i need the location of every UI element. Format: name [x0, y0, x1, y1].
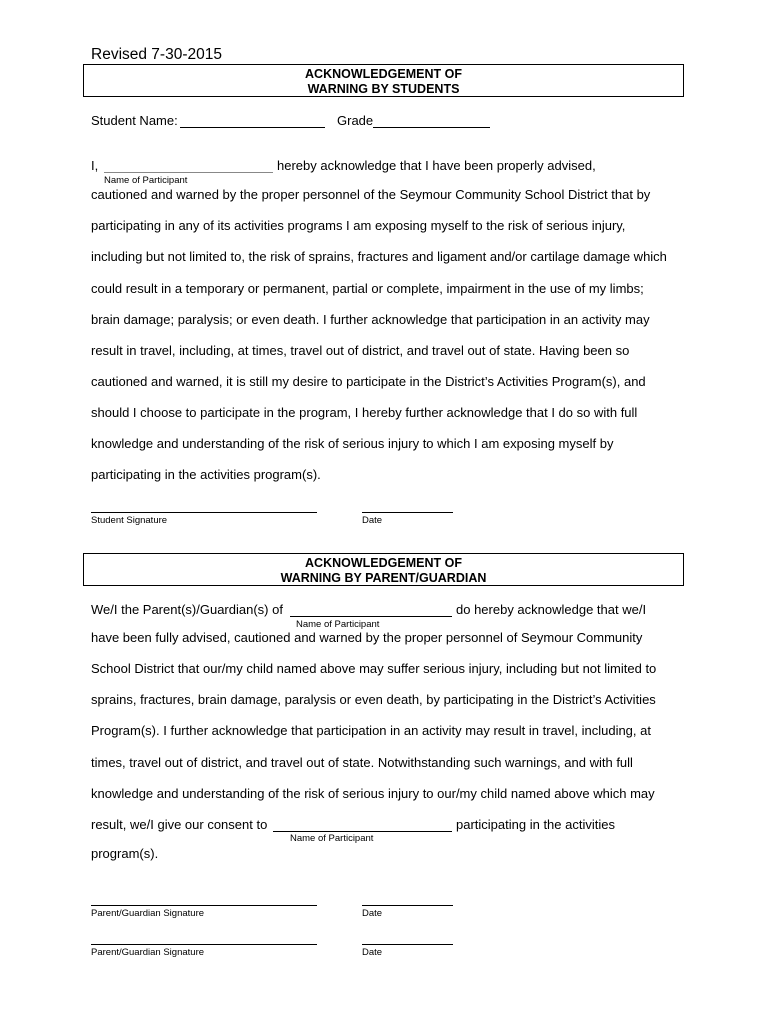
parent-date-line-2[interactable] — [362, 932, 453, 945]
section-title-line2: WARNING BY STUDENTS — [307, 82, 460, 96]
parent-signature-line-1[interactable] — [91, 893, 317, 906]
paragraph-line: program(s). — [91, 846, 159, 861]
section-title-line1: ACKNOWLEDGEMENT OF — [305, 556, 462, 570]
parent-intro-suffix: do hereby acknowledge that we/I — [456, 602, 647, 617]
paragraph-line: cautioned and warned by the proper personnel of the Seymour Community School District that by — [91, 187, 651, 202]
intro-prefix: I, — [91, 158, 99, 173]
parent-date-label-1: Date — [362, 908, 383, 919]
parent-signature-line-2[interactable] — [91, 932, 317, 945]
section-title-line2: WARNING BY PARENT/GUARDIAN — [280, 571, 487, 585]
paragraph-line: could result in a temporary or permanent, partial or complete, impairment in the use of my limbs; — [91, 281, 644, 296]
name-caption: Name of Participant — [296, 619, 380, 630]
parent-participant-name-field[interactable] — [290, 602, 452, 617]
consent-suffix: participating in the activities — [456, 817, 615, 832]
revision-date: Revised 7-30-2015 — [91, 46, 222, 63]
paragraph-line: cautioned and warned, it is still my desire to participate in the District’s Activities Program(s), and — [91, 374, 646, 389]
participant-name-field[interactable] — [104, 158, 273, 173]
section-title-students — [83, 64, 684, 97]
name-caption: Name of Participant — [290, 833, 374, 844]
student-date-label: Date — [362, 515, 383, 526]
paragraph-line: knowledge and understanding of the risk of serious injury to which I am exposing myself by — [91, 436, 614, 451]
parent-signature-label-1: Parent/Guardian Signature — [91, 908, 205, 919]
intro-suffix: hereby acknowledge that I have been properly advised, — [277, 158, 596, 173]
parent-date-line-1[interactable] — [362, 893, 453, 906]
consent-participant-name-field[interactable] — [273, 817, 452, 832]
section-title-line1: ACKNOWLEDGEMENT OF — [305, 67, 462, 81]
name-caption: Name of Participant — [104, 175, 188, 186]
paragraph-line: knowledge and understanding of the risk of serious injury to our/my child named above which may — [91, 786, 655, 801]
paragraph-line: participating in the activities program(s). — [91, 467, 321, 482]
paragraph-line: sprains, fractures, brain damage, paralysis or even death, by participating in the District’s Activities — [91, 692, 656, 707]
paragraph-line: times, travel out of district, and travel out of state. Notwithstanding such warnings, and with full — [91, 755, 633, 770]
paragraph-line: result in travel, including, at times, travel out of district, and travel out of state. Having been so — [91, 343, 630, 358]
parent-signature-label-2: Parent/Guardian Signature — [91, 947, 205, 958]
student-signature-line[interactable] — [91, 500, 317, 513]
paragraph-line: participating in any of its activities programs I am exposing myself to the risk of serious injury, — [91, 218, 626, 233]
paragraph-line: have been fully advised, cautioned and warned by the proper personnel of Seymour Community — [91, 630, 643, 645]
parent-intro-prefix: We/I the Parent(s)/Guardian(s) of — [91, 602, 283, 617]
student-name-label: Student Name: — [91, 113, 178, 128]
paragraph-line: should I choose to participate in the program, I hereby further acknowledge that I do so with full — [91, 405, 638, 420]
paragraph-line: School District that our/my child named above may suffer serious injury, including but not limited to — [91, 661, 657, 676]
student-signature-label: Student Signature — [91, 515, 168, 526]
paragraph-line: Program(s). I further acknowledge that participation in an activity may result in travel, including, at — [91, 723, 651, 738]
paragraph-line: including but not limited to, the risk of sprains, fractures and ligament and/or cartilage damage which — [91, 249, 667, 264]
consent-prefix: result, we/I give our consent to — [91, 817, 268, 832]
paragraph-line: brain damage; paralysis; or even death. I further acknowledge that participation in an activity may — [91, 312, 650, 327]
grade-label: Grade — [337, 113, 374, 128]
parent-date-label-2: Date — [362, 947, 383, 958]
student-name-field[interactable] — [180, 113, 325, 128]
student-date-line[interactable] — [362, 500, 453, 513]
grade-field[interactable] — [373, 113, 490, 128]
section-title-parent — [83, 553, 684, 586]
